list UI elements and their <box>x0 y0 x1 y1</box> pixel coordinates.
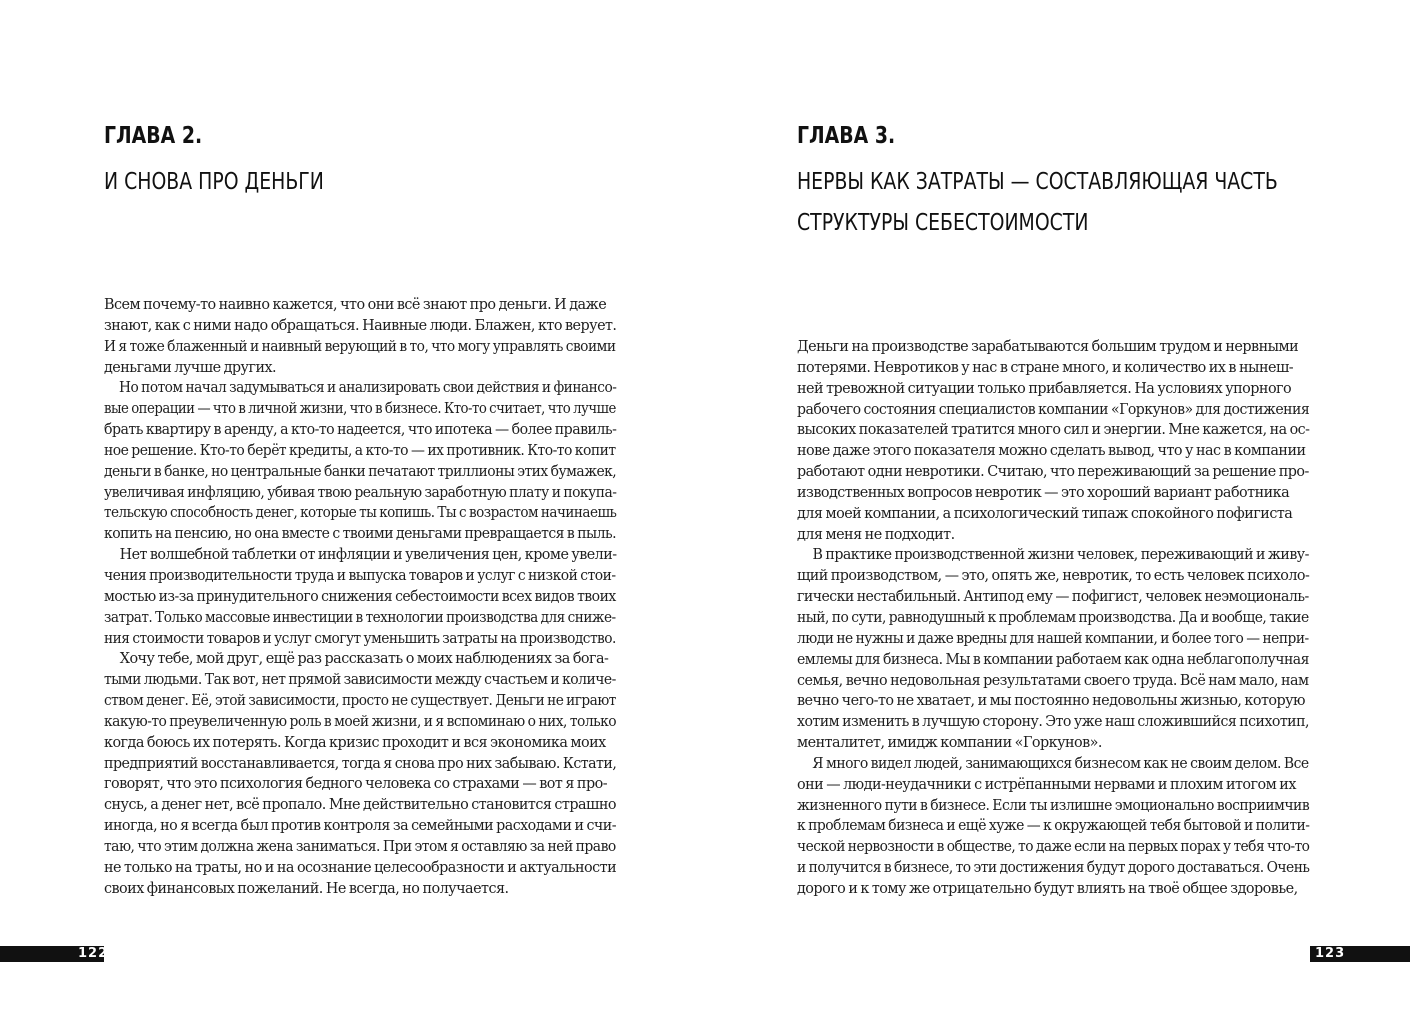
body-text <box>104 295 624 899</box>
text-line: ней тревожной ситуации только прибавляется. На условиях упорного <box>797 379 1292 397</box>
text-line: чения производительности труда и выпуска товаров и услуг с низкой стои- <box>104 566 616 584</box>
text-line: Я много видел людей, занимающихся бизнесом как не своим делом. Все <box>812 754 1309 772</box>
chapter-heading <box>797 121 1383 244</box>
text-line: знают, как с ними надо обращаться. Наивные люди. Блажен, кто верует. <box>104 316 617 334</box>
text-line: таю, что этим должна жена заниматься. При этом я оставляю за ней право <box>104 837 616 855</box>
text-line: увеличивая инфляцию, убивая твою реальную заработную плату и покупа- <box>104 483 617 501</box>
text-line: вечно чего-то не хватает, и мы постоянно недовольны жизнью, которую <box>797 692 1306 710</box>
text-line: щий производством, — это, опять же, невротик, то есть человек психоло- <box>797 567 1310 585</box>
text-line: Нет волшебной таблетки от инфляции и увеличения цен, кроме увели- <box>119 546 617 564</box>
text-line: иногда, но я всегда был против контроля за семейными расходами и счи- <box>104 817 617 835</box>
chapter-title-line: НЕРВЫ КАК ЗАТРАТЫ — СОСТАВЛЯЮЩАЯ ЧАСТЬ <box>797 169 1278 195</box>
chapter-label: ГЛАВА 2. <box>104 123 203 149</box>
text-line: копить на пенсию, но она вместе с твоими деньгами превращается в пыль. <box>104 525 616 543</box>
text-line: деньги в банке, но центральные банки печатают триллионы этих бумажек, <box>104 462 617 480</box>
text-line: ное решение. Кто-то берёт кредиты, а кто-то — их противник. Кто-то копит <box>104 441 616 459</box>
text-line: для моей компании, а психологический типаж спокойного пофигиста <box>797 504 1293 522</box>
text-line: емлемы для бизнеса. Мы в компании работаем как одна неблагополучная <box>797 650 1309 668</box>
chapter-label: ГЛАВА 3. <box>797 123 896 149</box>
text-line: люди не нужны и даже вредны для нашей компании, и более того — непри- <box>797 629 1309 647</box>
text-line: мостью из-за принудительного снижения себестоимости всех видов твоих <box>104 587 616 605</box>
chapter-title-line: СТРУКТУРЫ СЕБЕСТОИМОСТИ <box>797 210 1089 236</box>
page-number: 123 <box>1315 946 1346 961</box>
text-line: гически нестабильный. Антипод ему — пофигист, человек неэмоциональ- <box>797 588 1309 606</box>
text-line: предприятий восстанавливается, тогда я снова про них забываю. Кстати, <box>104 754 617 772</box>
text-line: какую-то преувеличенную роль в моей жизни, и я вспоминаю о них, только <box>104 712 617 730</box>
text-line: дорого и к тому же отрицательно будут влиять на твоё общее здоровье, <box>797 879 1298 897</box>
text-line: ный, по сути, равнодушный к проблемам производства. Да и вообще, такие <box>797 608 1309 626</box>
text-line: не только на траты, но и на осознание целесообразности и актуальности <box>104 858 617 876</box>
text-line: менталитет, имидж компании «Горкунов». <box>797 734 1102 752</box>
text-line: и получится в бизнесе, то эти достижения будут дорого доставаться. Очень <box>797 859 1310 877</box>
body-text <box>797 337 1317 900</box>
text-line: своих финансовых пожеланий. Не всегда, но получается. <box>104 879 509 897</box>
text-line: Но потом начал задумываться и анализировать свои действия и финансо- <box>119 379 617 397</box>
text-line: рабочего состояния специалистов компании «Горкунов» для достижения <box>797 400 1310 418</box>
text-line: деньгами лучше других. <box>104 358 277 376</box>
text-line: изводственных вопросов невротик — это хороший вариант работника <box>797 483 1290 501</box>
text-line: когда боюсь их потерять. Когда кризис проходит и вся экономика моих <box>104 733 606 751</box>
text-line: для меня не подходит. <box>797 525 955 543</box>
text-line: они — люди-неудачники с истрёпанными нервами и плохим итогом их <box>797 775 1296 793</box>
text-line: хотим изменить в лучшую сторону. Это уже наш сложившийся психотип, <box>797 713 1309 731</box>
text-line: тельскую способность денег, которые ты копишь. Ты с возрастом начинаешь <box>104 504 617 522</box>
text-line: высоких показателей тратится много сил и энергии. Мне кажется, на ос- <box>797 421 1310 439</box>
text-line: ством денег. Её, этой зависимости, просто не существует. Деньги не играют <box>104 692 616 710</box>
right-page <box>705 0 1410 1026</box>
chapter-title: И СНОВА ПРО ДЕНЬГИ <box>104 169 324 195</box>
text-line: к проблемам бизнеса и ещё хуже — к окружающей тебя бытовой и полити- <box>797 817 1310 835</box>
text-line: брать квартиру в аренду, а кто-то надеется, что ипотека — более правиль- <box>104 421 617 439</box>
text-line: И я тоже блаженный и наивный верующий в то, что могу управлять своими <box>104 337 616 355</box>
chapter-heading <box>104 121 372 203</box>
text-line: Хочу тебе, мой друг, ещё раз рассказать о моих наблюдениях за бога- <box>119 650 609 668</box>
text-line: ния стоимости товаров и услуг смогут уменьшить затраты на производство. <box>104 629 616 647</box>
text-line: семья, вечно недовольная результатами своего труда. Всё нам мало, нам <box>797 671 1309 689</box>
text-line: говорят, что это психология бедного человека со страхами — вот я про- <box>104 775 608 793</box>
text-line: Деньги на производстве зарабатываются большим трудом и нервными <box>797 338 1299 355</box>
text-line: снусь, а денег нет, всё пропало. Мне действительно становится страшно <box>104 796 616 814</box>
page-number: 122 <box>78 946 109 961</box>
text-line: вые операции — что в личной жизни, что в бизнесе. Кто-то считает, что лучше <box>104 400 616 418</box>
text-line: нове даже этого показателя можно сделать вывод, что у нас в компании <box>797 442 1306 460</box>
text-line: Всем почему-то наивно кажется, что они всё знают про деньги. И даже <box>104 296 607 313</box>
text-line: потерями. Невротиков у нас в стране много, и количество их в нынеш- <box>797 358 1294 376</box>
text-line: затрат. Только массовые инвестиции в технологии производства для сниже- <box>104 608 616 626</box>
text-line: В практике производственной жизни человек, переживающий и живу- <box>812 546 1309 564</box>
text-line: ческой нервозности в обществе, то даже если на первых порах у тебя что-то <box>797 838 1310 856</box>
text-line: работают одни невротики. Считаю, что переживающий за решение про- <box>797 463 1309 481</box>
text-line: тыми людьми. Так вот, нет прямой зависимости между счастьем и количе- <box>104 671 616 689</box>
text-line: жизненного пути в бизнесе. Если ты излишне эмоционально восприимчив <box>797 796 1310 814</box>
